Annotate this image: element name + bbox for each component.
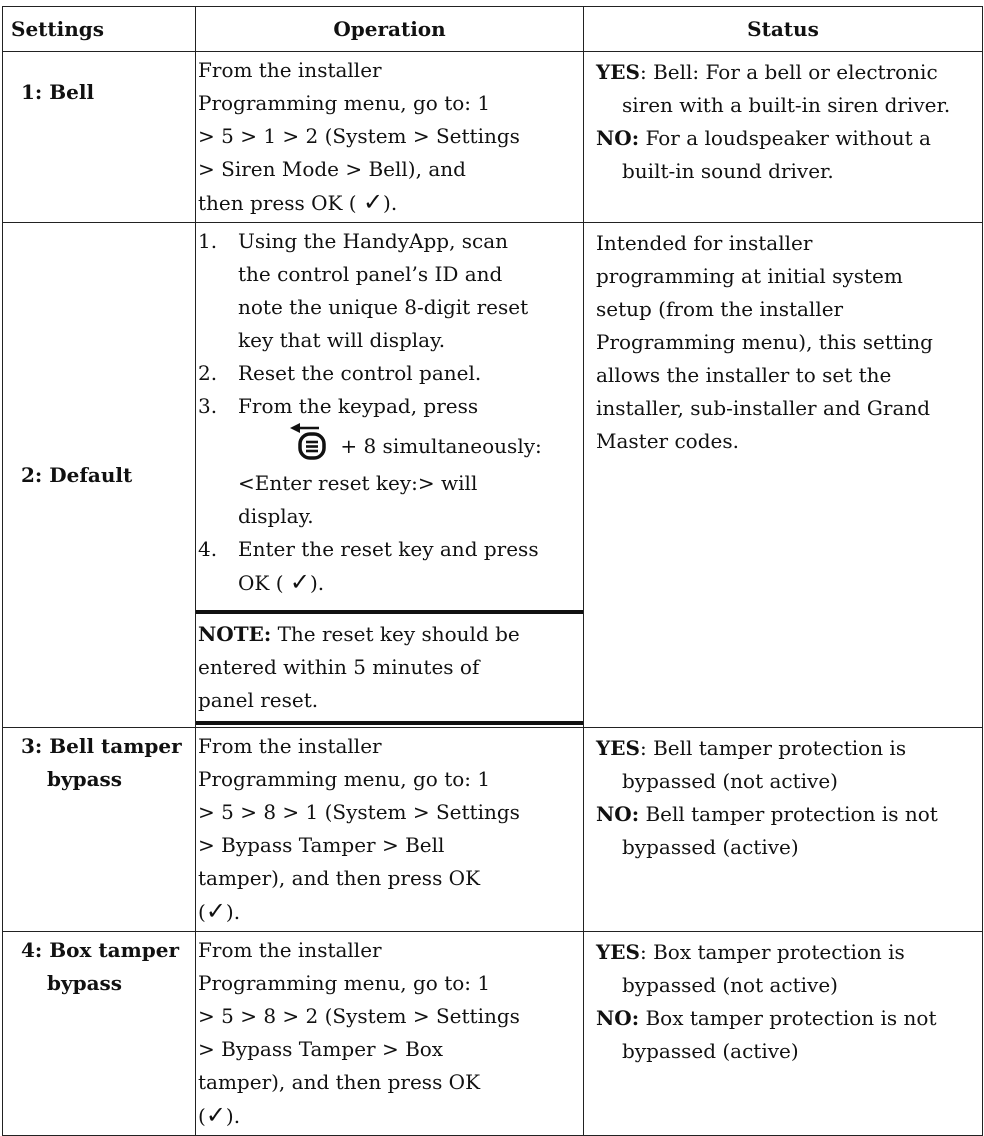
status-sep: : xyxy=(639,940,647,964)
operation-line: > Siren Mode > Bell), and xyxy=(198,157,466,181)
step-line: key that will display. xyxy=(238,328,446,352)
status-line: allows the installer to set the xyxy=(596,363,892,387)
setting-name: bypass xyxy=(47,767,123,791)
status-yes xyxy=(596,732,976,798)
note-label: NOTE: xyxy=(198,622,272,646)
step-line xyxy=(238,566,579,600)
step-line: note the unique 8-digit reset xyxy=(238,295,529,319)
step-text xyxy=(238,225,579,357)
note-line xyxy=(198,618,579,651)
step-text xyxy=(238,533,579,600)
status-cont: siren with a built-in siren driver. xyxy=(622,93,951,117)
status-key: YES xyxy=(596,940,640,964)
note-text: The reset key should be xyxy=(271,622,520,646)
operation-line: > Bypass Tamper > Box xyxy=(198,1037,444,1061)
status-line: Programming menu), this setting xyxy=(596,330,933,354)
status-text: Box tamper protection is xyxy=(646,940,905,964)
status-line: Intended for installer xyxy=(596,231,813,255)
status-yes xyxy=(596,56,976,122)
status-no xyxy=(596,798,976,864)
status-yes xyxy=(596,936,976,1002)
step-text xyxy=(238,390,579,533)
status-text: Box tamper protection is not xyxy=(639,1006,937,1030)
setting-cell xyxy=(3,932,196,1136)
setting-name: 2: Default xyxy=(21,462,133,487)
list-item xyxy=(198,357,579,390)
list-item xyxy=(198,390,579,533)
status-text: Bell: For a bell or electronic xyxy=(646,60,938,84)
operation-cell xyxy=(196,932,584,1136)
status-sep: : xyxy=(639,736,647,760)
settings-table xyxy=(2,6,983,1136)
step-line: Using the HandyApp, scan xyxy=(238,229,509,253)
step-text xyxy=(238,357,579,390)
note-box xyxy=(196,610,583,725)
note-line: panel reset. xyxy=(198,688,319,712)
operation-line: Programming menu, go to: 1 xyxy=(198,767,491,791)
setting-name: 1: Bell xyxy=(21,80,95,104)
setting-cell xyxy=(3,223,196,728)
operation-text: ). xyxy=(225,1104,241,1128)
operation-line: > 5 > 8 > 2 (System > Settings xyxy=(198,1004,520,1028)
status-key: YES xyxy=(596,60,640,84)
step-number: 4. xyxy=(198,537,218,561)
step-text-inline: OK ( xyxy=(238,571,284,595)
status-cell xyxy=(584,52,983,223)
status-cell xyxy=(584,728,983,932)
operation-text: ). xyxy=(225,900,241,924)
operation-line: From the installer xyxy=(198,734,382,758)
step-text-inline: + 8 simultaneously: xyxy=(334,434,542,458)
setting-name: 3: Bell tamper xyxy=(21,734,182,758)
table-row xyxy=(3,52,983,223)
operation-cell xyxy=(196,728,584,932)
header-status: Status xyxy=(584,7,983,52)
operation-line: From the installer xyxy=(198,938,382,962)
step-number: 2. xyxy=(198,361,218,385)
status-line: programming at initial system xyxy=(596,264,903,288)
status-cont: bypassed (active) xyxy=(622,1039,799,1063)
operation-text: ). xyxy=(383,191,398,215)
setting-cell xyxy=(3,728,196,932)
step-text-inline: ). xyxy=(309,571,325,595)
status-cont: bypassed (active) xyxy=(622,835,799,859)
operation-line: Programming menu, go to: 1 xyxy=(198,971,491,995)
header-operation: Operation xyxy=(196,7,584,52)
status-cont: bypassed (not active) xyxy=(622,769,838,793)
status-text: For a loudspeaker without a xyxy=(639,126,931,150)
operation-line: tamper), and then press OK xyxy=(198,866,481,890)
status-key: NO: xyxy=(596,802,640,826)
status-cell xyxy=(584,932,983,1136)
status-line: Master codes. xyxy=(596,429,739,453)
status-text: Bell tamper protection is xyxy=(646,736,907,760)
operation-cell xyxy=(196,52,584,223)
status-line: installer, sub-installer and Grand xyxy=(596,396,931,420)
operation-line: > 5 > 1 > 2 (System > Settings xyxy=(198,124,520,148)
setting-name: 4: Box tamper xyxy=(21,938,179,962)
checkmark-icon: ✓ xyxy=(205,1101,226,1129)
step-line: <Enter reset key:> will xyxy=(238,471,478,495)
step-line: Enter the reset key and press xyxy=(238,537,539,561)
status-key: YES xyxy=(596,736,640,760)
operation-text: ( xyxy=(198,900,206,924)
header-settings: Settings xyxy=(3,7,196,52)
status-key: NO: xyxy=(596,126,640,150)
setting-name: bypass xyxy=(47,971,123,995)
step-line: display. xyxy=(238,504,314,528)
menu-back-icon xyxy=(286,423,334,467)
list-item xyxy=(198,533,579,600)
status-line: setup (from the installer xyxy=(596,297,844,321)
status-cont: bypassed (not active) xyxy=(622,973,838,997)
list-item xyxy=(198,225,579,357)
status-no xyxy=(596,1002,976,1068)
checkmark-icon: ✓ xyxy=(289,568,310,596)
status-no xyxy=(596,122,976,188)
status-key: NO: xyxy=(596,1006,640,1030)
step-line: Reset the control panel. xyxy=(238,361,482,385)
table-row xyxy=(3,223,983,728)
note-line: entered within 5 minutes of xyxy=(198,655,480,679)
step-line: the control panel’s ID and xyxy=(238,262,503,286)
operation-line: > Bypass Tamper > Bell xyxy=(198,833,445,857)
operation-line: Programming menu, go to: 1 xyxy=(198,91,491,115)
step-line xyxy=(238,423,579,467)
step-number: 1. xyxy=(198,229,218,253)
operation-text: ( xyxy=(198,1104,206,1128)
status-text: Bell tamper protection is not xyxy=(639,802,938,826)
checkmark-icon: ✓ xyxy=(205,897,226,925)
operation-line xyxy=(198,895,579,929)
setting-cell xyxy=(3,52,196,223)
table-row xyxy=(3,932,983,1136)
operation-line xyxy=(198,1099,579,1133)
header-row xyxy=(3,7,983,52)
operation-cell xyxy=(196,223,584,728)
checkmark-icon: ✓ xyxy=(362,188,384,216)
table-row xyxy=(3,728,983,932)
operation-line: > 5 > 8 > 1 (System > Settings xyxy=(198,800,520,824)
operation-line: tamper), and then press OK xyxy=(198,1070,481,1094)
operation-text: then press OK ( xyxy=(198,191,357,215)
status-cell xyxy=(584,223,983,728)
status-sep: : xyxy=(639,60,647,84)
step-line: From the keypad, press xyxy=(238,394,479,418)
operation-line: From the installer xyxy=(198,58,382,82)
steps-list xyxy=(198,225,579,600)
step-number: 3. xyxy=(198,394,218,418)
operation-line xyxy=(198,186,579,220)
status-cont: built-in sound driver. xyxy=(622,159,834,183)
